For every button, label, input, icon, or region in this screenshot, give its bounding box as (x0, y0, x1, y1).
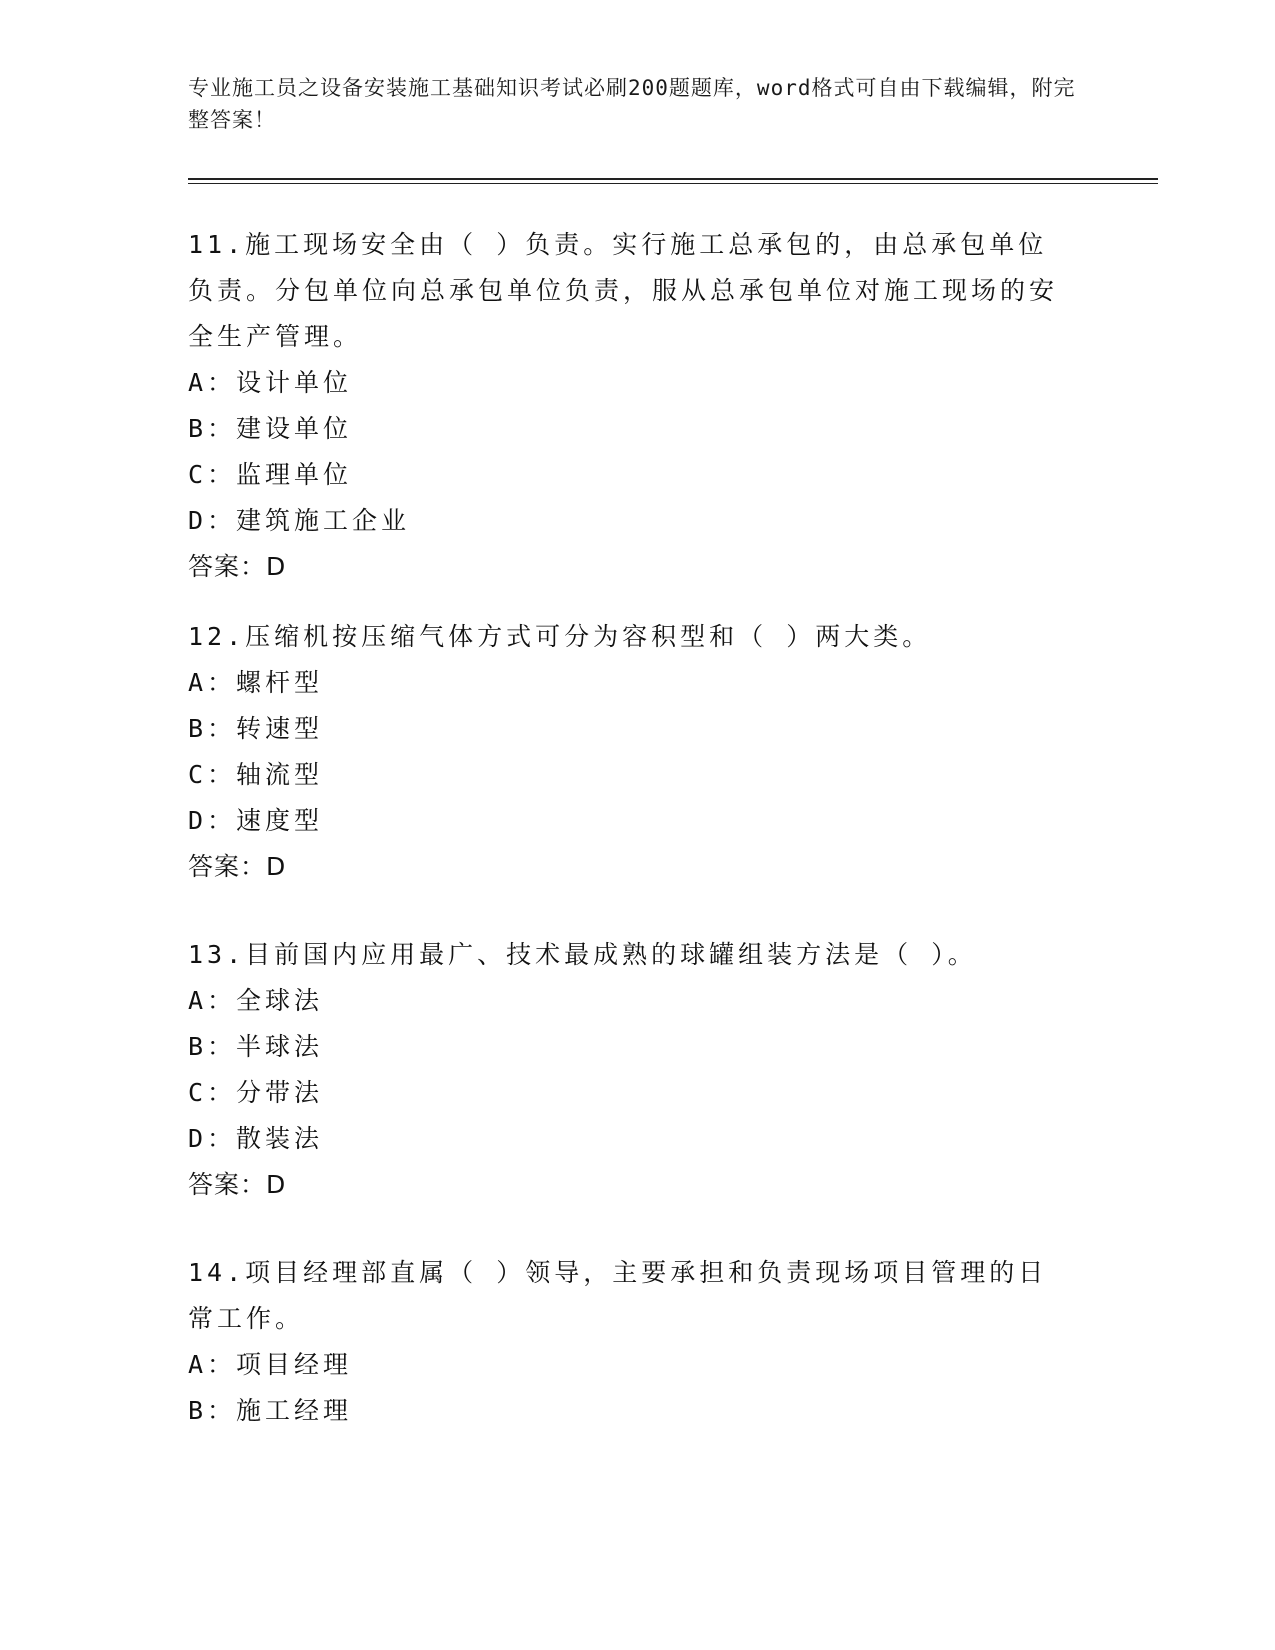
question-12 (188, 614, 1068, 890)
answer: 答案：D (188, 1170, 287, 1199)
option-b: B：施工经理 (188, 1396, 353, 1425)
option-b: B：建设单位 (188, 414, 353, 443)
option-a: A：项目经理 (188, 1350, 353, 1379)
option-c: C：轴流型 (188, 760, 324, 789)
option-d: D：速度型 (188, 806, 324, 835)
document-header: 专业施工员之设备安装施工基础知识考试必刷200题题库，word格式可自由下载编辑，附完整答案！ (188, 76, 1076, 132)
answer: 答案：D (188, 552, 287, 581)
option-d: D：建筑施工企业 (188, 506, 411, 535)
question-14 (188, 1250, 1068, 1434)
option-a: A：螺杆型 (188, 668, 324, 697)
question-13 (188, 932, 1068, 1208)
option-b: B：半球法 (188, 1032, 324, 1061)
option-a: A：设计单位 (188, 368, 353, 397)
question-11 (188, 222, 1068, 590)
question-stem: 12.压缩机按压缩气体方式可分为容积型和（ ）两大类。 (188, 622, 932, 651)
header-divider-thin (188, 183, 1158, 184)
option-b: B：转速型 (188, 714, 324, 743)
question-stem: 13.目前国内应用最广、技术最成熟的球罐组装方法是（ ）。 (188, 940, 977, 969)
option-c: C：监理单位 (188, 460, 353, 489)
option-d: D：散装法 (188, 1124, 324, 1153)
option-a: A：全球法 (188, 986, 324, 1015)
answer: 答案：D (188, 852, 287, 881)
option-c: C：分带法 (188, 1078, 324, 1107)
question-stem: 11.施工现场安全由（ ）负责。实行施工总承包的，由总承包单位负责。分包单位向总承包单位负责，服从总承包单位对施工现场的安全生产管理。 (188, 230, 1059, 351)
question-stem: 14.项目经理部直属（ ）领导，主要承担和负责现场项目管理的日常工作。 (188, 1258, 1048, 1333)
header-divider (188, 178, 1158, 180)
